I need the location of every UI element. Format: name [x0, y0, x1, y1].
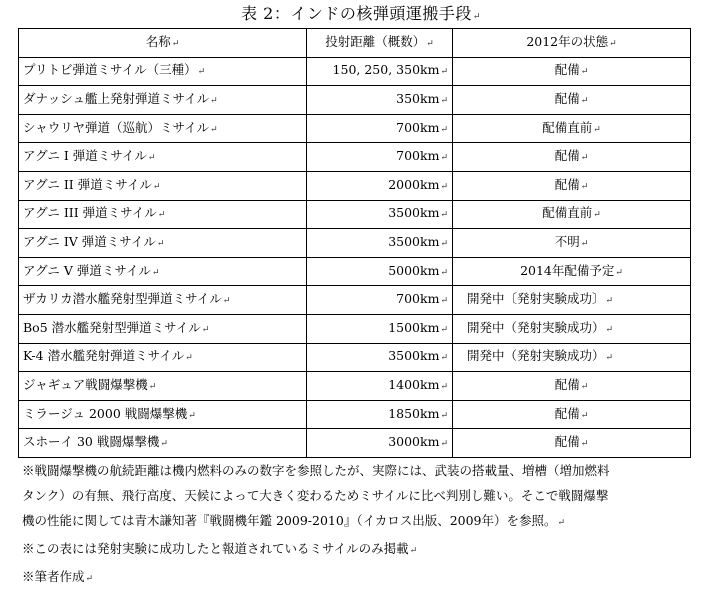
- return-mark-icon: ↵: [185, 353, 193, 364]
- cell-status: 配備↵: [453, 400, 691, 429]
- cell-name: ザカリカ潜水艦発射型弾道ミサイル↵: [19, 286, 307, 315]
- return-mark-icon: ↵: [151, 267, 160, 278]
- return-mark-icon: ↵: [580, 95, 589, 106]
- cell-name: ミラージュ 2000 戦闘爆撃機↵: [19, 400, 307, 429]
- return-mark-icon: ↵: [580, 410, 589, 421]
- cell-range: 150, 250, 350km↵: [307, 57, 453, 86]
- cell-name: アグニ III 弾道ミサイル↵: [19, 200, 307, 229]
- cell-status: 配備直前↵: [453, 114, 691, 143]
- return-mark-icon: ↵: [210, 95, 218, 106]
- cell-range: 3500km↵: [307, 200, 453, 229]
- cell-range: 1850km↵: [307, 400, 453, 429]
- table-title-text: 表 2：インドの核弾頭運搬手段: [241, 4, 472, 23]
- return-mark-icon: ↵: [605, 296, 614, 307]
- return-mark-icon: ↵: [580, 439, 589, 450]
- cell-status: 開発中（発射実験成功）↵: [453, 314, 691, 343]
- return-mark-icon: ↵: [593, 124, 601, 135]
- return-mark-icon: ↵: [593, 210, 601, 221]
- return-mark-icon: ↵: [147, 153, 156, 164]
- header-status: 2012年の状態↵: [453, 29, 691, 58]
- cell-name: プリトビ弾道ミサイル（三種）↵: [19, 57, 307, 86]
- return-mark-icon: ↵: [188, 410, 196, 421]
- return-mark-icon: ↵: [160, 439, 168, 450]
- return-mark-icon: ↵: [580, 153, 589, 164]
- table-row: [19, 286, 691, 315]
- return-mark-icon: ↵: [440, 267, 448, 278]
- cell-status: 配備↵: [453, 429, 691, 458]
- cell-name: アグニ I 弾道ミサイル↵: [19, 143, 307, 172]
- table-row: [19, 229, 691, 258]
- return-mark-icon: ↵: [157, 210, 166, 221]
- cell-name: ジャギュア戦闘爆撃機↵: [19, 372, 307, 401]
- cell-range: 5000km↵: [307, 257, 453, 286]
- cell-range: 700km↵: [307, 286, 453, 315]
- cell-status: 配備↵: [453, 86, 691, 115]
- cell-status: 開発中〔発射実験成功〕↵: [453, 286, 691, 315]
- table-row: [19, 257, 691, 286]
- cell-name: スホーイ 30 戦闘爆撃機↵: [19, 429, 307, 458]
- table-row: [19, 143, 691, 172]
- return-mark-icon: ↵: [148, 381, 157, 392]
- table-row: [19, 343, 691, 372]
- table-header-row: [19, 29, 691, 58]
- delivery-systems-table: [18, 28, 691, 458]
- return-mark-icon: ↵: [440, 238, 448, 249]
- cell-name: Bo5 潜水艦発射型弾道ミサイル↵: [19, 314, 307, 343]
- return-mark-icon: ↵: [152, 181, 161, 192]
- table-row: [19, 57, 691, 86]
- cell-status: 配備↵: [453, 57, 691, 86]
- return-mark-icon: ↵: [440, 410, 448, 421]
- cell-status: 配備直前↵: [453, 200, 691, 229]
- table-row: [19, 114, 691, 143]
- return-mark-icon: ↵: [580, 67, 589, 78]
- cell-status: 2014年配備予定↵: [453, 257, 691, 286]
- return-mark-icon: ↵: [197, 67, 206, 78]
- header-name: 名称↵: [19, 29, 307, 58]
- cell-status: 開発中（発射実験成功）↵: [453, 343, 691, 372]
- table-row: [19, 400, 691, 429]
- footnotes: [22, 458, 708, 592]
- return-mark-icon: ↵: [605, 324, 614, 335]
- return-mark-icon: ↵: [440, 439, 448, 450]
- footnote-line: ※筆者作成↵: [22, 569, 94, 584]
- cell-status: 不明↵: [453, 229, 691, 258]
- return-mark-icon: ↵: [440, 381, 448, 392]
- return-mark-icon: ↵: [440, 353, 448, 364]
- cell-range: 350km↵: [307, 86, 453, 115]
- cell-range: 3000km↵: [307, 429, 453, 458]
- cell-range: 3500km↵: [307, 229, 453, 258]
- return-mark-icon: ↵: [615, 267, 623, 278]
- table-row: [19, 314, 691, 343]
- cell-status: 配備↵: [453, 372, 691, 401]
- return-mark-icon: ↵: [201, 324, 210, 335]
- cell-range: 1500km↵: [307, 314, 453, 343]
- cell-range: 1400km↵: [307, 372, 453, 401]
- return-mark-icon: ↵: [440, 324, 448, 335]
- return-mark-icon: ↵: [156, 238, 165, 249]
- table-row: [19, 86, 691, 115]
- return-mark-icon: ↵: [440, 181, 448, 192]
- cell-range: 700km↵: [307, 143, 453, 172]
- return-mark-icon: ↵: [440, 210, 448, 221]
- header-range: 投射距離（概数）↵: [307, 29, 453, 58]
- return-mark-icon: ↵: [210, 124, 218, 135]
- return-mark-icon: ↵: [440, 124, 448, 135]
- table-row: [19, 200, 691, 229]
- table-row: [19, 171, 691, 200]
- footnote-line: ※戦闘爆撃機の航続距離は機内燃料のみの数字を参照したが、実際には、武装の搭載量、増槽（増加燃料: [22, 463, 610, 478]
- return-mark-icon: ↵: [440, 95, 448, 106]
- cell-name: ダナッシュ艦上発射弾道ミサイル↵: [19, 86, 307, 115]
- cell-status: 配備↵: [453, 171, 691, 200]
- return-mark-icon: ↵: [222, 296, 231, 307]
- cell-range: 700km↵: [307, 114, 453, 143]
- return-mark-icon: ↵: [580, 381, 589, 392]
- cell-range: 3500km↵: [307, 343, 453, 372]
- cell-name: K-4 潜水艦発射弾道ミサイル↵: [19, 343, 307, 372]
- return-mark-icon: ↵: [440, 296, 448, 307]
- cell-name: アグニ IV 弾道ミサイル↵: [19, 229, 307, 258]
- return-mark-icon: ↵: [580, 181, 589, 192]
- cell-status: 配備↵: [453, 143, 691, 172]
- table-row: [19, 429, 691, 458]
- cell-name: アグニ V 弾道ミサイル↵: [19, 257, 307, 286]
- cell-name: シャウリヤ弾道（巡航）ミサイル↵: [19, 114, 307, 143]
- footnote-line: タンク）の有無、飛行高度、天候によって大きく変わるためミサイルに比べ判別し難い。そこで戦闘爆撃: [22, 488, 609, 503]
- cell-name: アグニ II 弾道ミサイル↵: [19, 171, 307, 200]
- footnote-line: 機の性能に関しては青木謙知著『戦闘機年鑑 2009-2010』（イカロス出版、2009年）を参照。↵: [22, 513, 566, 528]
- return-mark-icon: ↵: [580, 238, 589, 249]
- return-mark-icon: ↵: [605, 353, 614, 364]
- table-row: [19, 372, 691, 401]
- return-mark-icon: ↵: [472, 12, 481, 22]
- cell-range: 2000km↵: [307, 171, 453, 200]
- footnote-line: ※この表には発射実験に成功したと報道されているミサイルのみ掲載↵: [22, 541, 418, 556]
- return-mark-icon: ↵: [440, 67, 448, 78]
- table-title: [0, 4, 722, 27]
- return-mark-icon: ↵: [440, 153, 448, 164]
